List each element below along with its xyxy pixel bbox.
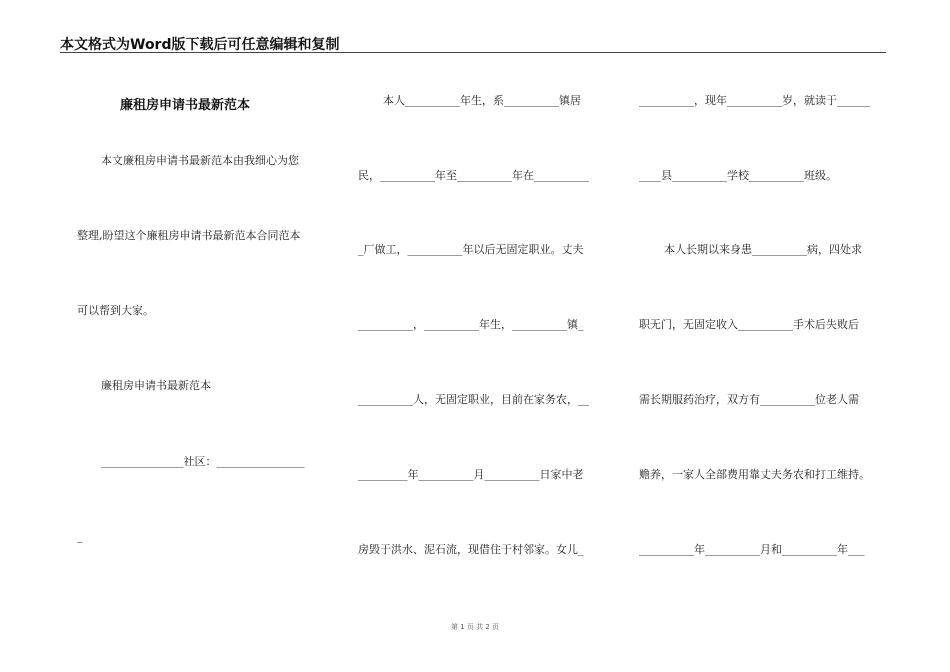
section-heading: 廉租房申请书最新范本 (101, 379, 211, 392)
paragraph-line: 可以帮到大家。 (77, 304, 154, 317)
header-divider (60, 52, 886, 53)
document-title: 廉租房申请书最新范本 (120, 98, 251, 113)
paragraph-line: 本人__________年生，系__________镇居 (383, 94, 581, 107)
paragraph-line: 民，__________年至__________年在__________ (358, 169, 589, 182)
document-header: 本文格式为Word版下载后可任意编辑和复制 (60, 37, 340, 53)
paragraph-line: 整理,盼望这个廉租房申请书最新范本合同范本 (77, 229, 301, 242)
paragraph-line: 需长期服药治疗，双方有__________位老人需 (639, 393, 859, 406)
paragraph-line: _________年__________月__________日家中老 (358, 468, 584, 481)
paragraph-line: 职无门，无固定收入__________手术后失败后 (639, 318, 859, 331)
paragraph-line: 本文廉租房申请书最新范本由我细心为您 (101, 154, 299, 167)
paragraph-line: __________人，无固定职业，目前在家务农，__ (358, 393, 589, 406)
paragraph-line: 房毁于洪水、泥石流，现借住于村邻家。女儿_ (358, 543, 584, 556)
paragraph-line: 本人长期以来身患__________病，四处求 (664, 243, 862, 256)
paragraph-line: _ (77, 530, 83, 543)
paragraph-line: __________年__________月和__________年___ (639, 543, 865, 556)
paragraph-line: ____县__________学校__________班级。 (639, 169, 837, 182)
paragraph-line: _厂做工，__________年以后无固定职业。丈夫 (358, 243, 584, 256)
page-number: 第 1 页 共 2 页 (450, 623, 500, 631)
paragraph-line: __________，__________年生，__________镇_ (358, 318, 584, 331)
community-field-line: _______________社区：________________ (101, 455, 305, 468)
paragraph-line: 赡养，一家人全部费用靠丈夫务农和打工维持。 (639, 468, 870, 481)
paragraph-line: __________，现年__________岁，就读于______ (639, 94, 870, 107)
